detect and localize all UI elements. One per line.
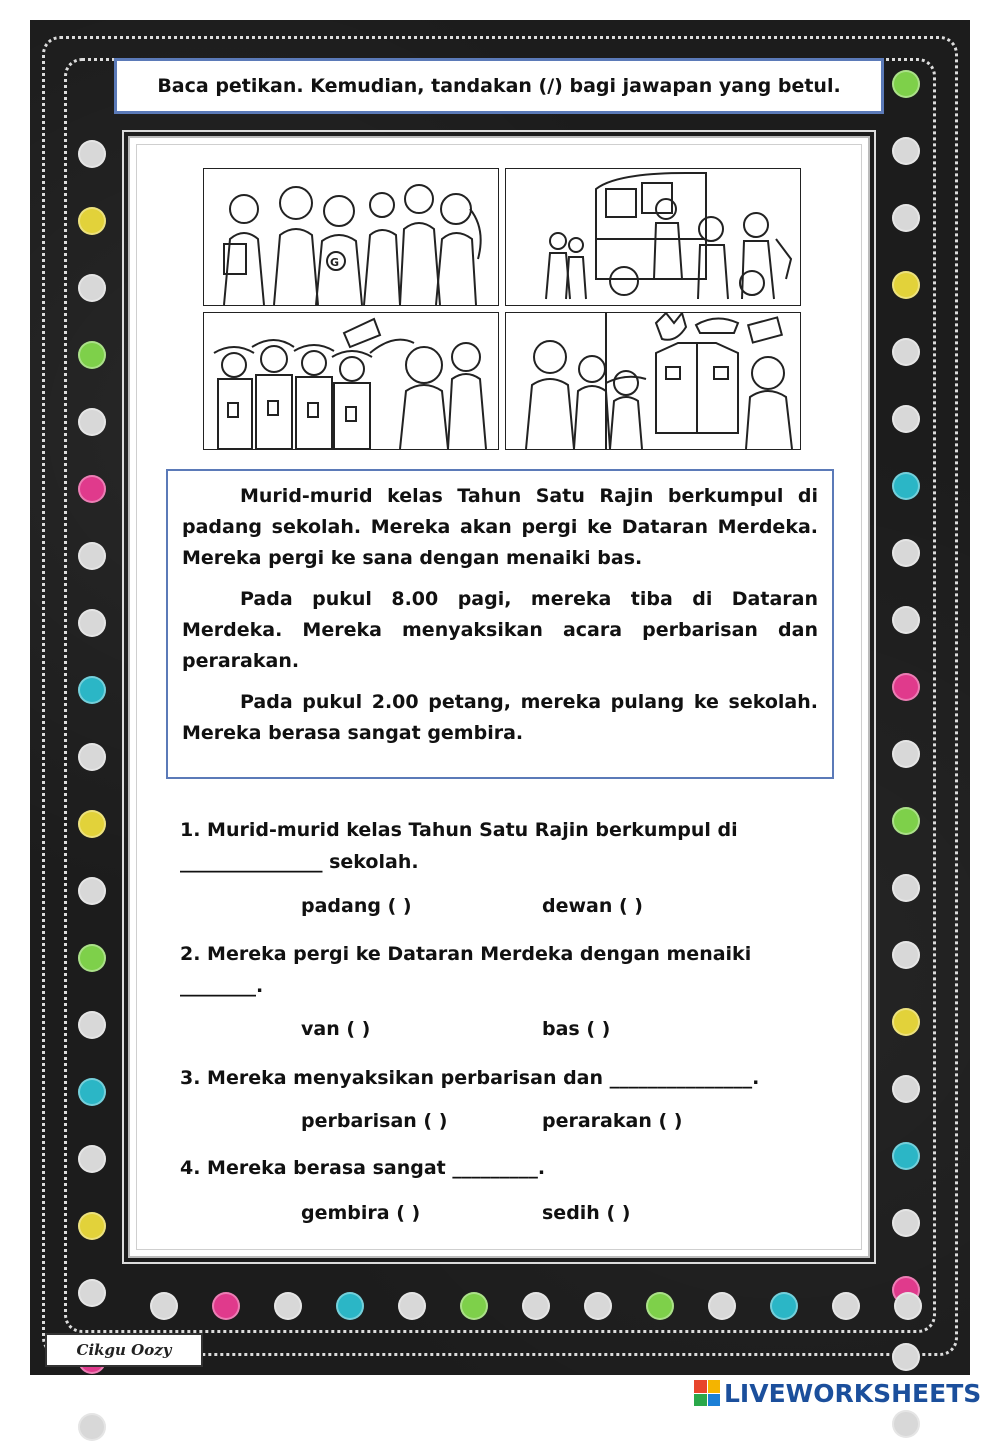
question-1-line-1: 1. Murid-murid kelas Tahun Satu Rajin berkumpul di: [180, 819, 738, 841]
decorative-dot: [78, 944, 106, 972]
decorative-dot: [78, 475, 106, 503]
question-2-line-1: 2. Mereka pergi ke Dataran Merdeka dengan menaiki: [180, 943, 752, 965]
decorative-dot: [894, 1292, 922, 1320]
bus-drawing: [506, 169, 800, 305]
decorative-dot: [892, 70, 920, 98]
decorative-dot: [892, 606, 920, 634]
decorative-dot: [892, 204, 920, 232]
g-letter-icon: G: [330, 256, 340, 269]
display-drawing: [506, 313, 800, 449]
decorative-dot: [522, 1292, 550, 1320]
decorative-dot: [892, 874, 920, 902]
decorative-dot: [892, 1343, 920, 1371]
decorative-dot: [78, 207, 106, 235]
question-2-line-2: ________.: [180, 975, 264, 997]
comic-panel-parade: [203, 312, 499, 450]
liveworksheets-logo[interactable]: [694, 1376, 981, 1410]
comic-panel-display: [505, 312, 801, 450]
parade-drawing: [204, 313, 498, 449]
comic-illustration: [203, 168, 799, 448]
decorative-dot: [78, 274, 106, 302]
decorative-dot: [78, 1279, 106, 1307]
decorative-dot: [646, 1292, 674, 1320]
decorative-dot: [892, 1075, 920, 1103]
option-van[interactable]: van ( ): [301, 1018, 371, 1040]
decorative-dot: [892, 271, 920, 299]
option-padang[interactable]: padang ( ): [301, 895, 412, 917]
reading-passage: [166, 469, 834, 779]
option-perarakan[interactable]: perarakan ( ): [542, 1110, 683, 1132]
author-credit-text: Cikgu Oozy: [76, 1341, 172, 1359]
decorative-dot: [274, 1292, 302, 1320]
decorative-dot: [584, 1292, 612, 1320]
decorative-dot: [892, 137, 920, 165]
decorative-dot: [78, 743, 106, 771]
passage-paragraph: Murid-murid kelas Tahun Satu Rajin berkumpul di padang sekolah. Mereka akan pergi ke Dataran Merdeka. Mereka pergi ke sana dengan menaiki bas.: [182, 485, 818, 569]
decorative-dot: [150, 1292, 178, 1320]
decorative-dot: [708, 1292, 736, 1320]
decorative-dot: [78, 1145, 106, 1173]
question-4: [180, 1152, 545, 1184]
question-3-line-1: 3. Mereka menyaksikan perbarisan dan _______________.: [180, 1067, 760, 1089]
decorative-dot: [78, 1212, 106, 1240]
question-1: [180, 814, 738, 878]
question-2: [180, 938, 751, 1002]
decorative-dot: [78, 609, 106, 637]
decorative-dot: [78, 140, 106, 168]
decorative-dot: [78, 810, 106, 838]
decorative-dot: [892, 338, 920, 366]
decorative-dot: [212, 1292, 240, 1320]
decorative-dot: [892, 941, 920, 969]
passage-paragraph: Pada pukul 8.00 pagi, mereka tiba di Dataran Merdeka. Mereka menyaksikan acara perbarisan dan perarakan.: [182, 588, 818, 672]
instruction-text: Baca petikan. Kemudian, tandakan (/) bagi jawapan yang betul.: [157, 75, 841, 97]
option-gembira[interactable]: gembira ( ): [301, 1202, 421, 1224]
decorative-dot: [78, 341, 106, 369]
option-bas[interactable]: bas ( ): [542, 1018, 611, 1040]
decorative-dot: [892, 539, 920, 567]
brand-name: LIVEWORKSHEETS: [724, 1378, 982, 1408]
author-credit: [45, 1333, 203, 1367]
liveworksheets-logo-icon: [694, 1380, 720, 1406]
students-drawing: [204, 169, 498, 305]
decorative-dot: [78, 877, 106, 905]
comic-panel-bus: [505, 168, 801, 306]
decorative-dot: [78, 676, 106, 704]
decorative-dot: [78, 1011, 106, 1039]
passage-paragraph: Pada pukul 2.00 petang, mereka pulang ke sekolah. Mereka berasa sangat gembira.: [182, 691, 818, 744]
decorative-dot: [78, 408, 106, 436]
decorative-dot: [892, 1142, 920, 1170]
decorative-dot: [892, 740, 920, 768]
decorative-dot: [892, 472, 920, 500]
decorative-dot: [398, 1292, 426, 1320]
decorative-dot: [78, 1078, 106, 1106]
decorative-dot: [892, 807, 920, 835]
decorative-dot: [460, 1292, 488, 1320]
decorative-dot: [78, 542, 106, 570]
decorative-dot: [892, 1209, 920, 1237]
option-dewan[interactable]: dewan ( ): [542, 895, 643, 917]
option-sedih[interactable]: sedih ( ): [542, 1202, 631, 1224]
decorative-dot: [770, 1292, 798, 1320]
question-4-line-1: 4. Mereka berasa sangat _________.: [180, 1157, 546, 1179]
decorative-dot: [78, 1413, 106, 1441]
decorative-dot: [892, 1410, 920, 1438]
question-3: [180, 1062, 759, 1094]
decorative-dot: [892, 405, 920, 433]
question-1-line-2: _______________ sekolah.: [180, 851, 419, 873]
decorative-dot: [892, 673, 920, 701]
decorative-dot: [832, 1292, 860, 1320]
decorative-dot: [892, 1008, 920, 1036]
comic-panel-gathering: [203, 168, 499, 306]
decorative-dot: [336, 1292, 364, 1320]
option-perbarisan[interactable]: perbarisan ( ): [301, 1110, 448, 1132]
instruction-box: [114, 58, 884, 114]
